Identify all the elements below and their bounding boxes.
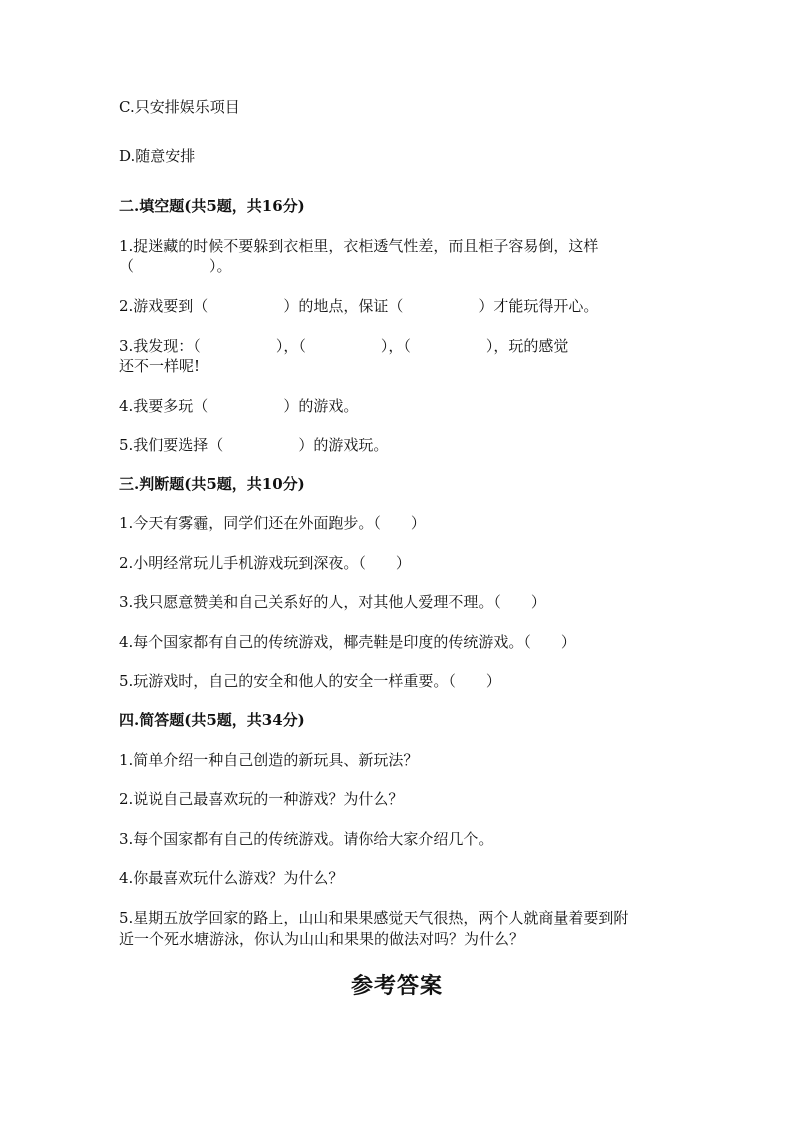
sa-question-2: 2.说说自己最喜欢玩的一种游戏？为什么？	[119, 790, 404, 808]
option-d: D.随意安排	[119, 147, 196, 165]
sa-question-3: 3.每个国家都有自己的传统游戏。请你给大家介绍几个。	[119, 830, 494, 848]
fill-question-3: 3.我发现：（ ），（ ），（ ），玩的感觉	[119, 337, 569, 355]
tf-question-1: 1.今天有雾霾，同学们还在外面跑步。（ ）	[119, 514, 426, 532]
tf-question-2: 2.小明经常玩儿手机游戏玩到深夜。（ ）	[119, 554, 411, 572]
fill-question-1-cont: （ ）。	[119, 257, 232, 275]
tf-question-5: 5.玩游戏时，自己的安全和他人的安全一样重要。（ ）	[119, 672, 501, 690]
section-heading-short-answer: 四.简答题(共5题，共34分)	[119, 711, 305, 729]
tf-question-4: 4.每个国家都有自己的传统游戏，椰壳鞋是印度的传统游戏。（ ）	[119, 633, 576, 651]
fill-question-3-cont: 还不一样呢!	[119, 357, 201, 375]
option-c: C.只安排娱乐项目	[119, 98, 240, 116]
fill-question-1: 1.捉迷藏的时候不要躲到衣柜里，衣柜透气性差，而且柜子容易倒，这样	[119, 237, 599, 255]
fill-question-5: 5.我们要选择（ ）的游戏玩。	[119, 436, 389, 454]
sa-question-5-cont: 近一个死水塘游泳，你认为山山和果果的做法对吗？为什么？	[119, 930, 525, 948]
section-heading-true-false: 三.判断题(共5题，共10分)	[119, 475, 305, 493]
fill-question-2: 2.游戏要到（ ）的地点，保证（ ）才能玩得开心。	[119, 297, 599, 315]
tf-question-3: 3.我只愿意赞美和自己关系好的人，对其他人爱理不理。（ ）	[119, 593, 546, 611]
sa-question-5: 5.星期五放学回家的路上，山山和果果感觉天气很热，两个人就商量着要到附	[119, 909, 629, 927]
answers-title: 参考答案	[350, 973, 443, 999]
sa-question-1: 1.简单介绍一种自己创造的新玩具、新玩法？	[119, 751, 419, 769]
fill-question-4: 4.我要多玩（ ）的游戏。	[119, 397, 359, 415]
sa-question-4: 4.你最喜欢玩什么游戏？为什么？	[119, 869, 344, 887]
section-heading-fill-in: 二.填空题(共5题，共16分)	[119, 197, 305, 215]
